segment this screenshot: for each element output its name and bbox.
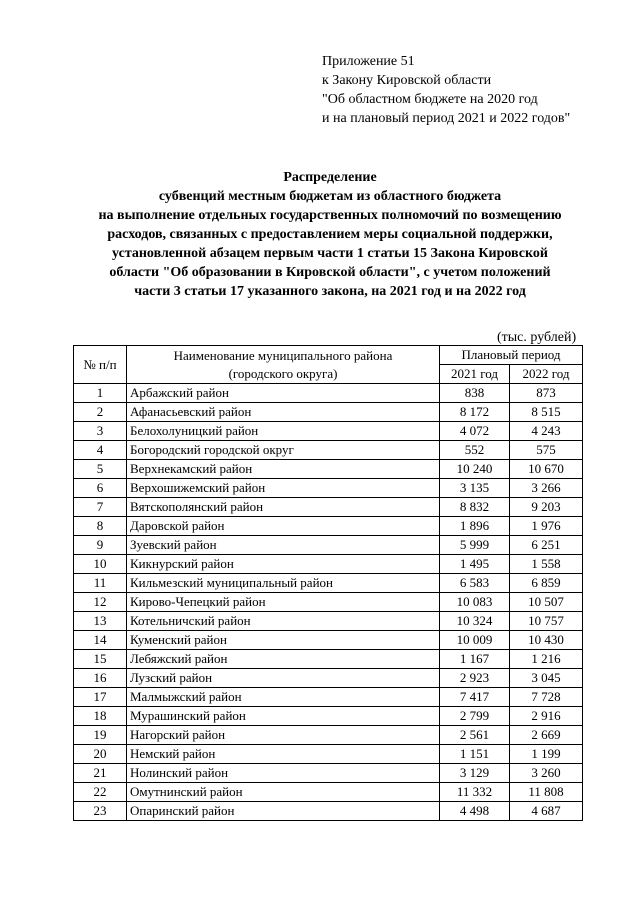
header-name-line1: Наименование муниципального района <box>173 347 393 363</box>
row-value-2021: 6 583 <box>440 574 510 593</box>
row-district-name: Зуевский район <box>127 536 440 555</box>
row-district-name: Даровской район <box>127 517 440 536</box>
document-title <box>70 168 590 301</box>
title-line: Распределение <box>283 170 377 185</box>
row-value-2022: 10 507 <box>510 593 583 612</box>
row-number: 17 <box>74 688 127 707</box>
header-period: Плановый период <box>440 346 583 365</box>
title-line: области "Об образовании в Кировской области", с учетом положений <box>109 265 551 280</box>
row-value-2022: 10 670 <box>510 460 583 479</box>
row-district-name: Вятскополянский район <box>127 498 440 517</box>
row-district-name: Верхнекамский район <box>127 460 440 479</box>
row-number: 19 <box>74 726 127 745</box>
table-row <box>74 517 583 536</box>
row-value-2022: 2 669 <box>510 726 583 745</box>
table-row <box>74 745 583 764</box>
row-number: 23 <box>74 802 127 821</box>
row-value-2022: 6 251 <box>510 536 583 555</box>
row-value-2022: 10 430 <box>510 631 583 650</box>
table-row <box>74 536 583 555</box>
row-number: 20 <box>74 745 127 764</box>
row-number: 7 <box>74 498 127 517</box>
row-district-name: Нолинский район <box>127 764 440 783</box>
row-value-2021: 4 498 <box>440 802 510 821</box>
appendix-line: Приложение 51 <box>322 54 415 69</box>
table-row <box>74 783 583 802</box>
row-value-2022: 3 260 <box>510 764 583 783</box>
row-district-name: Кикнурский район <box>127 555 440 574</box>
row-number: 8 <box>74 517 127 536</box>
row-value-2021: 1 896 <box>440 517 510 536</box>
row-district-name: Лузский район <box>127 669 440 688</box>
table-row <box>74 802 583 821</box>
row-district-name: Верхошижемский район <box>127 479 440 498</box>
row-value-2022: 3 266 <box>510 479 583 498</box>
row-number: 11 <box>74 574 127 593</box>
row-district-name: Куменский район <box>127 631 440 650</box>
header-number: № п/п <box>74 346 127 384</box>
row-number: 1 <box>74 384 127 403</box>
table-row <box>74 384 583 403</box>
row-number: 16 <box>74 669 127 688</box>
row-value-2021: 11 332 <box>440 783 510 802</box>
table-row <box>74 441 583 460</box>
row-value-2021: 1 495 <box>440 555 510 574</box>
row-value-2022: 6 859 <box>510 574 583 593</box>
row-district-name: Немский район <box>127 745 440 764</box>
row-value-2021: 1 151 <box>440 745 510 764</box>
row-district-name: Афанасьевский район <box>127 403 440 422</box>
row-district-name: Кирово-Чепецкий район <box>127 593 440 612</box>
row-number: 2 <box>74 403 127 422</box>
title-line: установленной абзацем первым части 1 статьи 15 Закона Кировской <box>112 246 548 261</box>
row-number: 13 <box>74 612 127 631</box>
row-value-2022: 8 515 <box>510 403 583 422</box>
row-value-2022: 3 045 <box>510 669 583 688</box>
row-value-2022: 7 728 <box>510 688 583 707</box>
units-label: (тыс. рублей) <box>497 330 577 345</box>
row-number: 10 <box>74 555 127 574</box>
header-name <box>127 346 440 384</box>
appendix-line: "Об областном бюджете на 2020 год <box>322 92 538 107</box>
row-value-2022: 1 216 <box>510 650 583 669</box>
table-row <box>74 612 583 631</box>
row-number: 12 <box>74 593 127 612</box>
row-number: 22 <box>74 783 127 802</box>
row-district-name: Белохолуницкий район <box>127 422 440 441</box>
row-value-2021: 10 083 <box>440 593 510 612</box>
row-value-2022: 873 <box>510 384 583 403</box>
table-row <box>74 479 583 498</box>
row-number: 15 <box>74 650 127 669</box>
row-value-2021: 1 167 <box>440 650 510 669</box>
row-value-2022: 1 976 <box>510 517 583 536</box>
row-district-name: Котельничский район <box>127 612 440 631</box>
row-value-2021: 2 923 <box>440 669 510 688</box>
row-value-2022: 1 199 <box>510 745 583 764</box>
row-number: 4 <box>74 441 127 460</box>
table-row <box>74 422 583 441</box>
row-number: 3 <box>74 422 127 441</box>
appendix-reference <box>322 52 570 128</box>
subsidy-table <box>73 345 583 821</box>
row-value-2021: 7 417 <box>440 688 510 707</box>
row-district-name: Омутнинский район <box>127 783 440 802</box>
row-value-2021: 2 561 <box>440 726 510 745</box>
header-2022: 2022 год <box>510 365 583 384</box>
row-district-name: Арбажский район <box>127 384 440 403</box>
row-value-2022: 4 243 <box>510 422 583 441</box>
row-value-2021: 8 832 <box>440 498 510 517</box>
row-number: 14 <box>74 631 127 650</box>
row-number: 18 <box>74 707 127 726</box>
table-row <box>74 650 583 669</box>
row-value-2021: 552 <box>440 441 510 460</box>
row-value-2021: 838 <box>440 384 510 403</box>
table-row <box>74 593 583 612</box>
table-row <box>74 764 583 783</box>
row-district-name: Лебяжский район <box>127 650 440 669</box>
row-district-name: Малмыжский район <box>127 688 440 707</box>
row-value-2021: 8 172 <box>440 403 510 422</box>
row-value-2022: 11 808 <box>510 783 583 802</box>
title-line: субвенций местным бюджетам из областного бюджета <box>158 189 502 204</box>
table-row <box>74 669 583 688</box>
title-line: части 3 статьи 17 указанного закона, на 2021 год и на 2022 год <box>134 284 526 299</box>
row-number: 5 <box>74 460 127 479</box>
table-row <box>74 707 583 726</box>
row-number: 9 <box>74 536 127 555</box>
row-value-2022: 4 687 <box>510 802 583 821</box>
table-row <box>74 726 583 745</box>
table-row <box>74 631 583 650</box>
row-value-2021: 3 135 <box>440 479 510 498</box>
table-row <box>74 498 583 517</box>
row-number: 21 <box>74 764 127 783</box>
row-district-name: Опаринский район <box>127 802 440 821</box>
header-2021: 2021 год <box>440 365 510 384</box>
row-value-2021: 3 129 <box>440 764 510 783</box>
table-row <box>74 460 583 479</box>
row-value-2021: 10 009 <box>440 631 510 650</box>
row-value-2022: 10 757 <box>510 612 583 631</box>
header-name-line2: (городского округа) <box>228 365 338 381</box>
title-line: расходов, связанных с предоставлением меры социальной поддержки, <box>107 227 553 242</box>
row-district-name: Мурашинский район <box>127 707 440 726</box>
table-row <box>74 403 583 422</box>
row-value-2022: 2 916 <box>510 707 583 726</box>
appendix-line: к Закону Кировской области <box>322 73 492 88</box>
title-line: на выполнение отдельных государственных полномочий по возмещению <box>98 208 562 223</box>
row-value-2022: 9 203 <box>510 498 583 517</box>
row-value-2021: 10 240 <box>440 460 510 479</box>
row-value-2022: 575 <box>510 441 583 460</box>
row-district-name: Богородский городской округ <box>127 441 440 460</box>
appendix-line: и на плановый период 2021 и 2022 годов" <box>322 111 571 126</box>
row-value-2022: 1 558 <box>510 555 583 574</box>
row-district-name: Кильмезский муниципальный район <box>127 574 440 593</box>
table-row <box>74 688 583 707</box>
table-row <box>74 555 583 574</box>
row-value-2021: 2 799 <box>440 707 510 726</box>
row-value-2021: 4 072 <box>440 422 510 441</box>
row-value-2021: 5 999 <box>440 536 510 555</box>
row-value-2021: 10 324 <box>440 612 510 631</box>
row-district-name: Нагорский район <box>127 726 440 745</box>
row-number: 6 <box>74 479 127 498</box>
table-row <box>74 574 583 593</box>
